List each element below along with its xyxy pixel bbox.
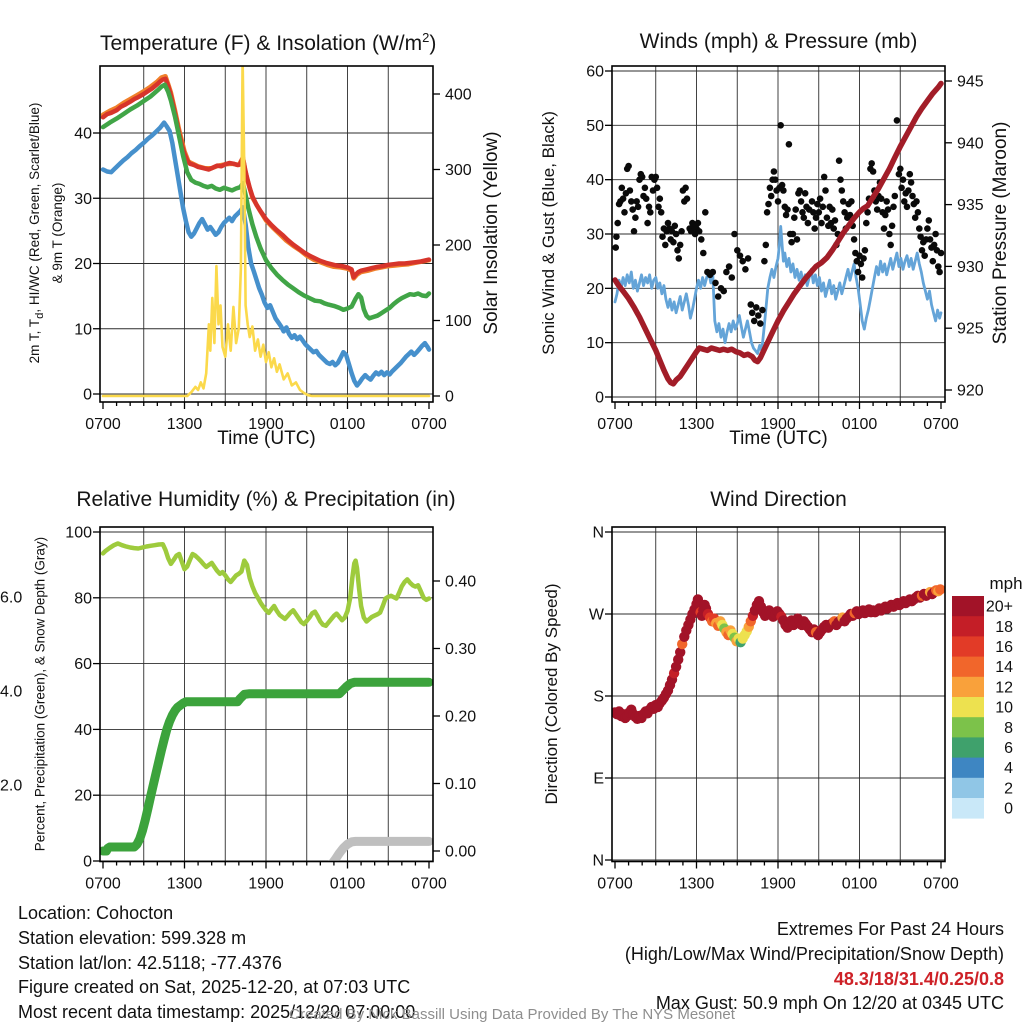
legend-swatch-12 (952, 677, 984, 698)
svg-text:1900: 1900 (248, 416, 284, 433)
series-snow-depth-gray (327, 841, 429, 867)
svg-text:1900: 1900 (760, 416, 796, 433)
svg-text:0.30: 0.30 (445, 641, 477, 658)
svg-text:930: 930 (957, 258, 984, 276)
svg-text:100: 100 (445, 313, 472, 330)
svg-text:1300: 1300 (678, 416, 715, 433)
speed-colorbar-legend (952, 574, 1023, 819)
svg-text:300: 300 (445, 162, 472, 179)
y-axis-label-sonic-wind: Sonic Wind & Gust (Blue, Black) (539, 111, 558, 355)
svg-text:0100: 0100 (841, 875, 878, 893)
svg-text:2.0: 2.0 (0, 777, 23, 795)
x-axis-label-winds: Time (UTC) (729, 428, 828, 449)
chart-title-humidity-precip: Relative Humidity (%) & Precipitation (in) (76, 488, 456, 511)
legend-swatch-2 (952, 778, 984, 799)
legend-label: 2 (1004, 780, 1013, 798)
svg-text:0100: 0100 (329, 875, 366, 893)
svg-text:940: 940 (957, 135, 984, 153)
tick-labels (74, 87, 472, 434)
svg-text:0700: 0700 (597, 875, 633, 893)
svg-text:400: 400 (445, 86, 472, 104)
legend-label: 14 (995, 659, 1013, 677)
svg-text:0.10: 0.10 (445, 776, 477, 793)
legend-title: mph (989, 574, 1023, 593)
svg-text:925: 925 (957, 320, 984, 338)
svg-text:W: W (588, 606, 604, 624)
legend-swatch-0 (952, 798, 984, 819)
svg-text:0: 0 (83, 853, 92, 871)
extremes-values: 48.3/18/31.4/0.25/0.8 (833, 968, 1004, 989)
chart-wind (586, 64, 984, 434)
svg-text:1900: 1900 (248, 875, 284, 893)
svg-text:0700: 0700 (597, 416, 633, 433)
svg-text:N: N (592, 852, 604, 870)
legend-label: 20+ (985, 598, 1013, 616)
chart-title-temperature: Temperature (F) & Insolation $(W/m^2)$ (100, 30, 437, 55)
max-gust-line: Max Gust: 50.9 mph On 12/20 at 0345 UTC (655, 993, 1004, 1014)
svg-text:20: 20 (586, 280, 604, 298)
svg-text:10: 10 (586, 335, 604, 353)
legend-label: 10 (995, 699, 1013, 717)
svg-text:S: S (593, 688, 604, 706)
legend-swatch-14 (952, 657, 984, 678)
svg-text:0100: 0100 (329, 416, 366, 433)
chart-title-winds-pressure: Winds (mph) & Pressure (mb) (639, 30, 918, 53)
legend-swatch-10 (952, 697, 984, 718)
legend-label: 4 (1004, 760, 1013, 778)
svg-text:0700: 0700 (85, 875, 121, 893)
legend-swatch-18 (952, 616, 984, 637)
svg-text:0700: 0700 (85, 416, 121, 433)
svg-text:80: 80 (74, 590, 92, 608)
legend-swatch-4 (952, 758, 984, 779)
svg-text:0700: 0700 (923, 875, 959, 893)
svg-text:20: 20 (74, 256, 92, 273)
figure-created-timestamp: Figure created on Sat, 2025-12-20, at 07:03 UTC (18, 977, 411, 998)
svg-text:E: E (593, 770, 604, 788)
credit-line: Created By Nick Bassill Using Data Provided By The NYS Mesonet (289, 1006, 735, 1023)
y-axis-label-temp-left: 2m T, $T_d$, HI/WC (Red, Green, Scarlet/Blue) & 9m T (Orange) (27, 102, 65, 364)
legend-swatch-6 (952, 737, 984, 758)
chart-title-wind-direction: Wind Direction (710, 488, 847, 511)
y-axis-label-direction: Direction (Colored By Speed) (542, 583, 561, 805)
legend-swatch-20+ (952, 596, 984, 617)
svg-text:6.0: 6.0 (0, 589, 23, 607)
svg-text:1300: 1300 (166, 875, 203, 893)
legend-label: 12 (995, 679, 1013, 697)
svg-text:200: 200 (445, 237, 472, 255)
svg-text:1300: 1300 (678, 875, 715, 893)
plot-frame (100, 66, 433, 402)
x-axis-label-temp: Time (UTC) (217, 428, 316, 449)
svg-text:945: 945 (957, 73, 984, 91)
extremes-subheading: (High/Low/Max Wind/Precipitation/Snow Depth) (624, 943, 1004, 964)
svg-text:4.0: 4.0 (0, 683, 23, 701)
svg-text:0: 0 (445, 388, 454, 406)
svg-text:1900: 1900 (760, 875, 796, 893)
svg-text:40: 40 (74, 125, 92, 143)
legend-label: 8 (1004, 719, 1013, 737)
svg-text:935: 935 (957, 197, 984, 215)
svg-text:0: 0 (83, 386, 92, 404)
legend-label: 6 (1004, 740, 1013, 757)
svg-text:0.00: 0.00 (445, 843, 477, 861)
svg-text:50: 50 (586, 117, 604, 135)
svg-text:10: 10 (74, 321, 92, 339)
station-latlon: Station lat/lon: 42.5118; -77.4376 (18, 952, 282, 973)
y-axis-label-pressure: Station Pressure (Maroon) (990, 121, 1011, 345)
svg-text:60: 60 (586, 63, 604, 81)
svg-text:60: 60 (74, 656, 92, 674)
y-axis-label-solar: Solar Insolation (Yellow) (481, 131, 502, 335)
chart-dir (589, 525, 959, 893)
legend-swatch-16 (952, 636, 984, 657)
legend-label: 16 (995, 639, 1013, 656)
recent-data-timestamp: Most recent data timestamp: 2025/12/20 07:00:00 (18, 1002, 416, 1023)
legend-label: 0 (1004, 800, 1013, 818)
svg-text:40: 40 (74, 721, 92, 739)
svg-text:1300: 1300 (166, 416, 203, 433)
extremes-summary (625, 917, 1004, 1016)
svg-text:30: 30 (74, 190, 92, 208)
svg-text:100: 100 (65, 524, 92, 542)
svg-text:40: 40 (586, 172, 604, 190)
svg-text:0700: 0700 (411, 416, 447, 433)
svg-text:0100: 0100 (841, 416, 878, 433)
svg-text:0700: 0700 (411, 875, 447, 893)
legend-swatch-8 (952, 717, 984, 738)
station-location: Location: Cohocton (18, 903, 174, 923)
chart-temp (74, 58, 472, 433)
svg-text:N: N (592, 524, 604, 542)
svg-text:20: 20 (74, 787, 92, 805)
legend-label: 18 (995, 618, 1013, 636)
svg-text:0.40: 0.40 (445, 573, 477, 591)
svg-text:0.20: 0.20 (445, 708, 477, 726)
svg-text:0700: 0700 (923, 416, 959, 433)
svg-text:30: 30 (586, 226, 604, 244)
station-elevation: Station elevation: 599.328 m (18, 927, 247, 948)
y-axis-label-percent: Percent, Precipitation (Green), & Snow Depth (Gray) (32, 536, 48, 852)
gridlines (100, 66, 433, 402)
svg-text:920: 920 (957, 382, 984, 400)
extremes-heading: Extremes For Past 24 Hours (776, 919, 1004, 939)
svg-text:0: 0 (595, 389, 604, 407)
